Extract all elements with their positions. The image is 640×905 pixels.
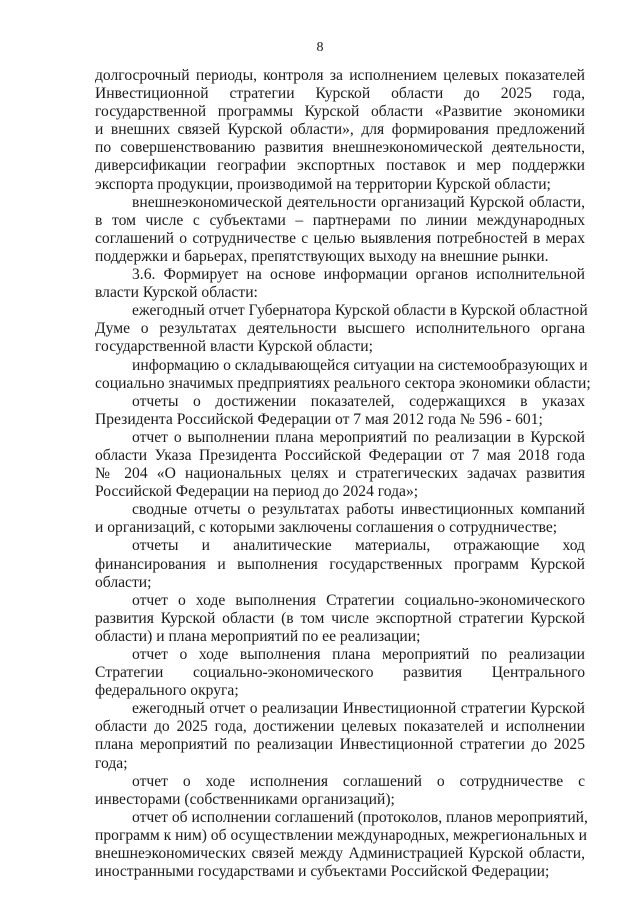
- text-line: развития Курской области (в том числе экспортной стратегии Курской: [95, 609, 585, 627]
- text-line: экспорта продукции, производимой на территории Курской области;: [95, 175, 551, 193]
- text-line: внешнеэкономической деятельности организаций Курской области,: [132, 193, 585, 211]
- text-line: Инвестиционной стратегии Курской области до 2025 года,: [95, 85, 585, 103]
- text-line: государственной программы Курской области «Развитие экономики: [95, 103, 585, 121]
- text-line: инвесторами (собственниками организаций);: [95, 790, 395, 808]
- document-text: [95, 67, 591, 881]
- text-line: Президента Российской Федерации от 7 мая 2012 года № 596 - 601;: [95, 410, 543, 428]
- text-line: отчет о ходе выполнения Стратегии социально-экономического: [132, 591, 585, 609]
- text-line: № 204 «О национальных целях и стратегических задачах развития: [95, 465, 585, 483]
- text-line: и организаций, с которыми заключены соглашения о сотрудничестве;: [95, 519, 558, 537]
- text-line: отчет о ходе исполнения соглашений о сотрудничестве с: [132, 772, 585, 790]
- text-line: внешнеэкономических связей между Администрацией Курской области,: [95, 845, 585, 863]
- text-line: отчет о ходе выполнения плана мероприятий по реализации: [132, 646, 585, 663]
- text-line: государственной власти Курской области;: [95, 338, 373, 356]
- text-line: 3.6. Формирует на основе информации органов исполнительной: [132, 266, 585, 284]
- text-line: сводные отчеты о результатах работы инвестиционных компаний: [132, 501, 585, 519]
- text-line: федерального округа;: [95, 682, 239, 700]
- text-line: области;: [95, 573, 152, 591]
- text-line: отчеты и аналитические материалы, отражающие ход: [132, 537, 585, 555]
- text-line: соглашений о сотрудничестве с целью выявления потребностей в мерах: [95, 229, 585, 247]
- text-line: Думе о результатах деятельности высшего исполнительного органа: [95, 320, 585, 338]
- text-line: области до 2025 года, достижении целевых показателей и исполнении: [95, 718, 585, 736]
- text-line: ежегодный отчет Губернатора Курской области в Курской областной: [132, 302, 588, 320]
- text-line: области) и плана мероприятий по ее реализации;: [95, 627, 421, 645]
- text-line: информацию о складывающейся ситуации на системообразующих и: [132, 356, 588, 374]
- text-line: иностранными государствами и субъектами Российской Федерации;: [95, 863, 550, 881]
- text-line: власти Курской области:: [95, 284, 258, 302]
- text-line: и внешних связей Курской области», для формирования предложений: [95, 121, 585, 139]
- text-line: финансирования и выполнения государственных программ Курской: [95, 555, 585, 573]
- text-line: отчет об исполнении соглашений (протоколов, планов мероприятий,: [132, 808, 588, 826]
- text-line: Стратегии социально-экономического развития Центрального: [95, 664, 585, 682]
- text-line: ежегодный отчет о реализации Инвестиционной стратегии Курской: [132, 700, 585, 718]
- text-line: диверсификации географии экспортных поставок и мер поддержки: [95, 157, 585, 175]
- text-line: долгосрочный периоды, контроля за исполнением целевых показателей: [95, 67, 585, 84]
- text-line: отчеты о достижении показателей, содержащихся в указах: [132, 392, 585, 410]
- text-line: поддержки и барьерах, препятствующих выходу на внешние рынки.: [95, 247, 549, 265]
- text-line: отчет о выполнении плана мероприятий по реализации в Курской: [132, 428, 585, 446]
- text-line: плана мероприятий по реализации Инвестиционной стратегии до 2025: [95, 736, 585, 754]
- page-number: 8: [316, 40, 324, 55]
- text-line: в том числе с субъектами – партнерами по линии международных: [95, 211, 585, 229]
- text-line: программ к ним) об осуществлении международных, межрегиональных и: [95, 826, 588, 844]
- text-line: года;: [95, 754, 128, 772]
- text-line: Российской Федерации на период до 2024 года»;: [95, 483, 419, 501]
- text-line: социально значимых предприятиях реального сектора экономики области;: [95, 374, 591, 392]
- text-line: по совершенствованию развития внешнеэкономической деятельности,: [95, 139, 585, 157]
- text-line: области Указа Президента Российской Федерации от 7 мая 2018 года: [95, 446, 585, 464]
